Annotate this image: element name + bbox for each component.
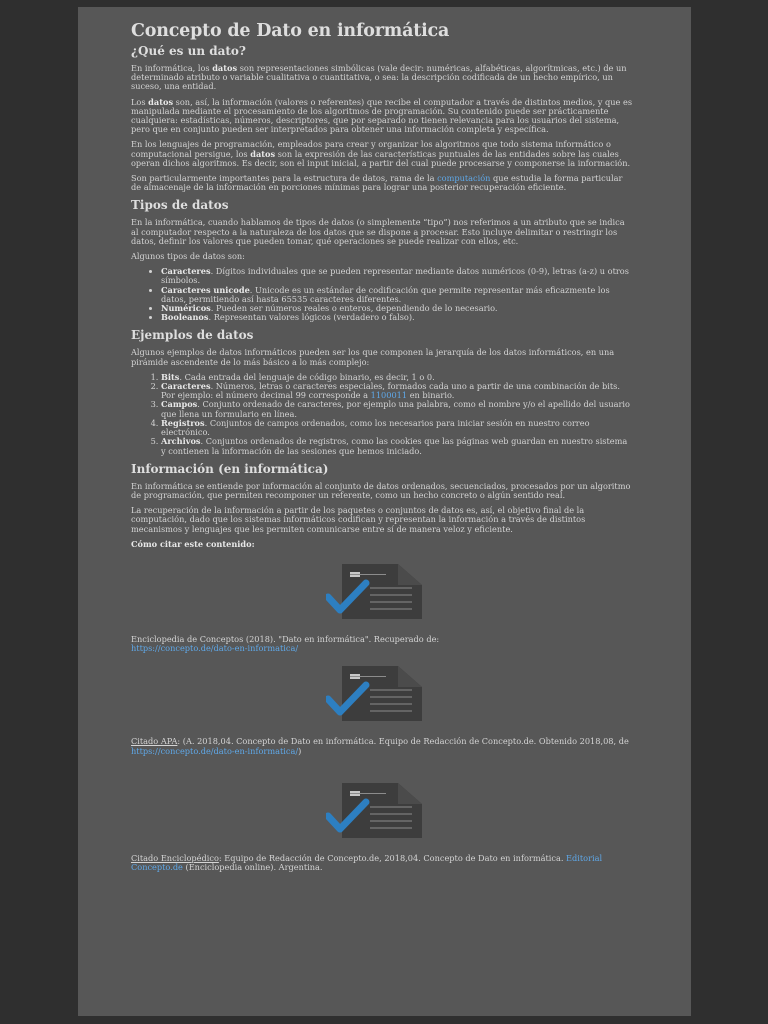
paragraph: En los lenguajes de programación, empleados para crear y organizar los algoritmos que todo sistema informático o computacional persigue, los datos son la expresión de las características puntuales de las entidades sobre las cuales operan dichos algoritmos. Es decir, son el input inicial, a partir del cual puede procesarse y componerse la información. (131, 139, 631, 168)
list-item: • Numéricos. Pueden ser números reales o enteros, dependiendo de lo necesario. (161, 304, 633, 313)
paragraph: En la informática, cuando hablamos de tipos de datos (o simplemente “tipo”) nos referimos a un atributo que se indica al computador respecto a la naturaleza de los datos que se dispone a procesar. Esto incluye delimitar o restringir los datos, definir los valores que pueden tomar, qué operaciones se puede realizar con ellos, etc. (131, 217, 625, 246)
section-heading: Información (en informática) (131, 461, 329, 476)
list-item: • Caracteres. Dígitos individuales que se pueden representar mediante datos numéricos (0-9), letras (a-z) u otros símbolos. (161, 267, 633, 285)
document-check-icon (326, 663, 438, 725)
citation-icon-wrapper (131, 561, 633, 623)
citation-url-link[interactable]: https://concepto.de/dato-en-informatica/ (131, 745, 299, 756)
list-item: 5. Archivos. Conjuntos ordenados de registros, como las cookies que las páginas web guardan en nuestro sistema y contienen la información de las sesiones que hemos iniciado. (161, 437, 633, 455)
paragraph: Algunos ejemplos de datos informáticos pueden ser los que componen la jerarquía de los datos informáticos, en una pirámide ascendente de lo más básico a lo más complejo: (131, 347, 615, 367)
page-title: Concepto de Dato en informática (131, 21, 450, 41)
citation-icon-wrapper (131, 663, 633, 725)
paragraph: En informática se entiende por información al conjunto de datos ordenados, secuenciados, procesados por un algoritmo de programación, que permiten recomponer un referente, como un hecho concreto o algún sentido real. (131, 480, 631, 500)
paragraph: La recuperación de la información a partir de los paquetes o conjuntos de datos es, así, el objetivo final de la computación, dado que los sistemas informáticos codifican y representan la información a través de distintos mecanismos y lenguajes que les permiten comunicarse entre sí de manera veloz y eficiente. (131, 505, 586, 534)
article-page (78, 7, 691, 1016)
section-heading: Ejemplos de datos (131, 328, 254, 343)
citation-url-link[interactable]: https://concepto.de/dato-en-informatica/ (131, 643, 299, 654)
publisher-link[interactable]: Editorial Concepto.de (131, 852, 603, 872)
binary-link[interactable]: 1100011 (370, 390, 408, 401)
list-item: 3. Campos. Conjunto ordenado de caracteres, por ejemplo una palabra, como el nombre y/o el apellido del usuario que llena un formulario en línea. (161, 400, 633, 418)
paragraph: Los datos son, así, la información (valores o referentes) que recibe el computador a través de distintos medios, y que es manipulada mediante el procesamiento de los algoritmos de programación. Su contenido puede ser prácticamente cualquiera: estadísticas, números, descriptores, que por separado no tienen relevancia para los usuarios del sistema, pero que en conjunto pueden ser interpretados para obtener una información completa y específica. (131, 96, 633, 135)
section-heading: ¿Qué es un dato? (131, 44, 246, 58)
list-item: • Booleanos. Representan valores lógicos (verdadero o falso). (161, 313, 633, 322)
citation-heading: Cómo citar este contenido: (131, 538, 255, 549)
data-types-list (131, 267, 633, 322)
document-check-icon (326, 780, 438, 842)
computacion-link[interactable]: computación (437, 173, 491, 184)
citation-icon-wrapper (131, 780, 633, 842)
paragraph: Algunos tipos de datos son: (131, 251, 245, 262)
list-item: 2. Caracteres. Números, letras o caracteres especiales, formados cada uno a partir de una combinación de bits. Por ejemplo: el número decimal 99 corresponde a 1100011 en binario. (161, 382, 633, 400)
data-examples-list (131, 373, 633, 456)
encyclopedic-label: Citado Enciclopédico (131, 852, 219, 863)
list-item: • Caracteres unicode. Unicode es un estándar de codificación que permite representar más eficazmente los datos, permitiendo así hasta 65535 caracteres diferentes. (161, 286, 633, 304)
document-check-icon (326, 561, 438, 623)
paragraph: En informática, los datos son representaciones simbólicas (vale decir: numéricas, alfabéticas, algorítmicas, etc.) de un determinado atributo o variable cualitativa o cuantitativa, o sea: la descripción codificada de un hecho empírico, un suceso, una entidad. (131, 63, 627, 92)
apa-label: Citado APA (131, 736, 178, 747)
section-heading: Tipos de datos (131, 198, 229, 213)
list-item: 1. Bits. Cada entrada del lenguaje de código binario, es decir, 1 o 0. (161, 373, 633, 382)
citation-text: Citado APA: (A. 2018,04. Concepto de Dato en informática. Equipo de Redacción de Concepto.de. Obtenido 2018,08, de https://concepto.de/dato-en-informatica/) (131, 736, 629, 756)
list-item: 4. Registros. Conjuntos de campos ordenados, como los necesarios para iniciar sesión en nuestro correo electrónico. (161, 419, 633, 437)
citation-text: Enciclopedia de Conceptos (2018). "Dato en informática". Recuperado de: https://concepto.de/dato-en-informatica/ (131, 633, 440, 654)
citation-text: Citado Enciclopédico: Equipo de Redacción de Concepto.de, 2018,04. Concepto de Dato en informática. Editorial Concepto.de (Enciclopedia online). Argentina. (131, 852, 603, 872)
paragraph: Son particularmente importantes para la estructura de datos, rama de la computación que estudia la forma particular de almacenaje de la información en porciones mínimas para lograr una posterior recuperación eficiente. (131, 173, 623, 193)
